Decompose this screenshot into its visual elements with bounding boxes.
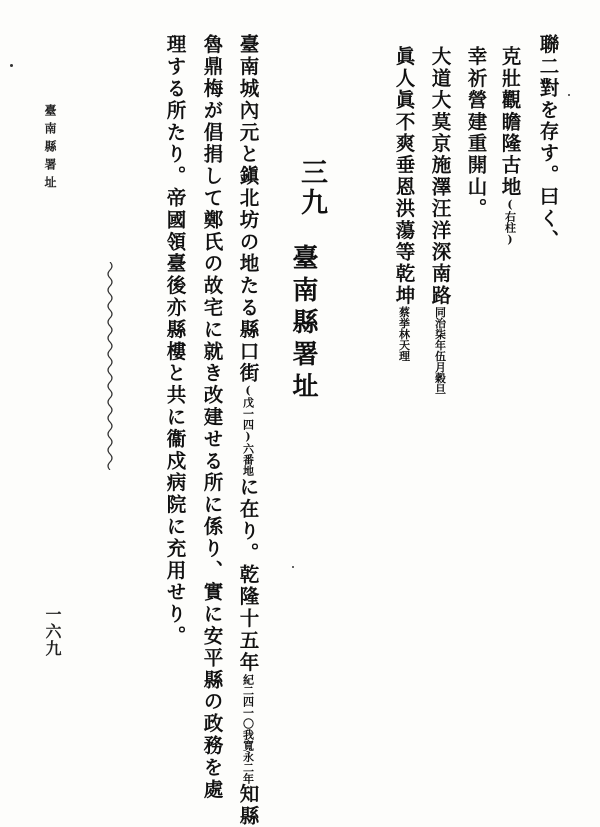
scan-speck <box>568 94 570 96</box>
para-line-1-wari <box>243 384 254 476</box>
couplet-3-note: 同治柒年伍月穀旦 <box>433 306 447 395</box>
para-line-1-wari2-right: 紀二四一〇 <box>241 673 255 729</box>
para-line-1-wari2-left: 我寬永二年 <box>241 728 255 784</box>
section-title: 臺南縣署址 <box>288 244 318 404</box>
couplet-1-text: 克壯觀瞻隆古地 <box>498 46 522 198</box>
paragraph-line-3: 理する所たり。帝國領臺後亦縣樓と共に衞戍病院に充用せり。 <box>163 34 187 648</box>
couplet-2: 幸祈營建重開山。 <box>464 46 488 220</box>
para-line-1-wari-right: (戊一四) <box>241 384 255 444</box>
couplet-4-note: 蔡挙林天理 <box>397 306 411 362</box>
para-line-1-b: に在り。乾隆十五年 <box>236 476 260 674</box>
scan-speck <box>292 566 294 568</box>
couplet-1-note: (右柱) <box>503 197 517 246</box>
para-line-1-c: 知縣 <box>236 783 260 827</box>
couplet-4 <box>394 46 414 361</box>
wavy-separator <box>104 262 116 470</box>
para-line-1-a: 臺南城內元と鎭北坊の地たる縣口街 <box>236 34 260 385</box>
couplet-3-text: 大道大莫京施澤汪洋深南路 <box>428 46 452 307</box>
paragraph-line-2: 魯鼎梅が倡捐して鄭氏の故宅に就き改建せる所に係り、實に安平縣の政務を處 <box>200 34 224 801</box>
section-number: 三九 <box>296 158 327 218</box>
couplet-4-text: 眞人眞不爽垂恩洪蕩等乾坤 <box>392 46 416 307</box>
scan-speck <box>10 64 13 67</box>
paragraph-line-1 <box>238 34 258 827</box>
couplet-3 <box>430 46 450 394</box>
para-line-1-wari-left: 六番地 <box>241 443 255 477</box>
poem-intro: 聯二對を存す。曰く、 <box>536 34 560 251</box>
couplet-1 <box>500 46 520 246</box>
margin-section-label: 臺南縣署址 <box>43 104 57 194</box>
para-line-1-wari-2 <box>243 674 254 784</box>
page-number: 一六九 <box>43 606 62 657</box>
